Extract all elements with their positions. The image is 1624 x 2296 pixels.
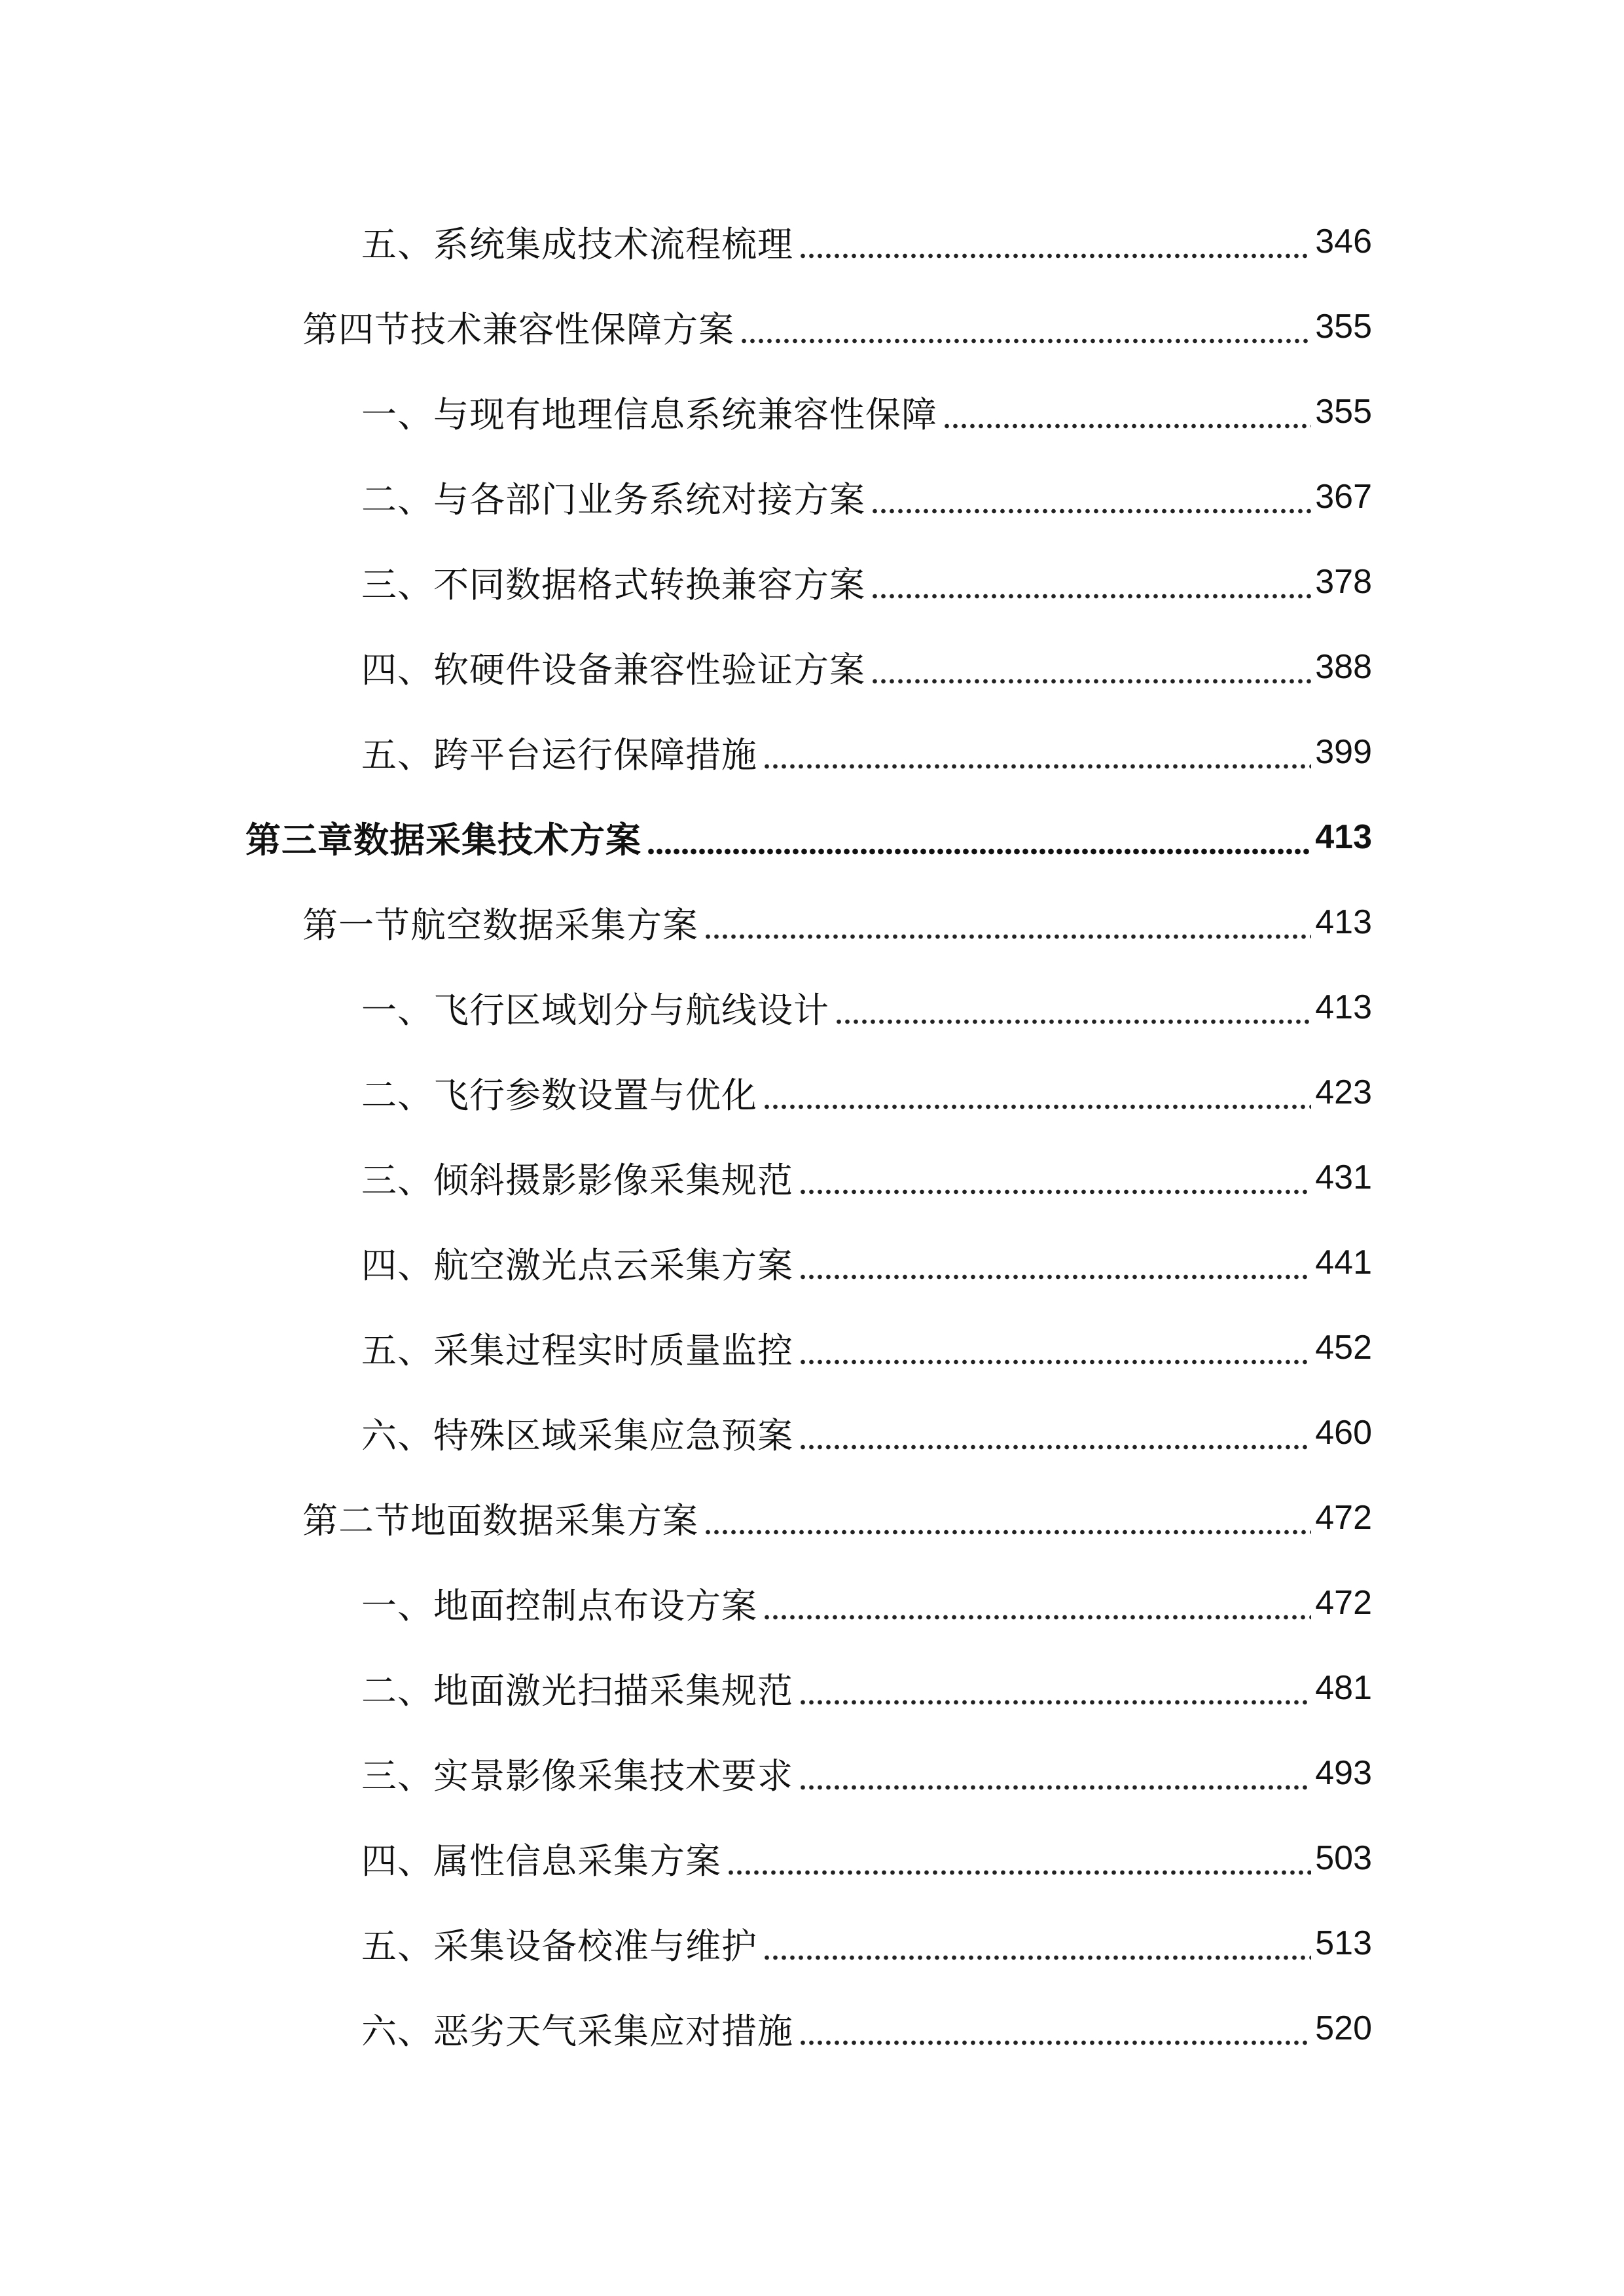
toc-entry-page: 472: [1315, 1499, 1372, 1537]
toc-dot-leader: [704, 904, 1311, 941]
toc-entry-title: 二、飞行参数设置与优化: [361, 1074, 757, 1116]
toc-entry-page: 520: [1315, 2009, 1372, 2047]
toc-dot-leader: [763, 1925, 1311, 1962]
toc-entry-title: 二、地面激光扫描采集规范: [361, 1670, 793, 1712]
toc-entry-title: 第三章数据采集技术方案: [245, 819, 641, 861]
toc-entry-page: 378: [1315, 563, 1372, 601]
toc-entry[interactable]: [361, 382, 1372, 441]
toc-entry-title: 四、属性信息采集方案: [361, 1840, 721, 1882]
toc-entry[interactable]: [302, 893, 1372, 952]
toc-entry-page: 355: [1315, 308, 1372, 346]
toc-dot-leader: [943, 393, 1311, 430]
toc-entry-title: 六、特殊区域采集应急预案: [361, 1414, 793, 1456]
toc-entry[interactable]: [361, 1233, 1372, 1292]
toc-entry-page: 423: [1315, 1073, 1372, 1111]
toc-entry-title: 五、跨平台运行保障措施: [361, 734, 757, 776]
toc-entry[interactable]: [361, 212, 1372, 271]
toc-entry[interactable]: [361, 978, 1372, 1037]
toc-dot-leader: [763, 734, 1311, 770]
toc-entry-page: 472: [1315, 1584, 1372, 1622]
toc-entry[interactable]: [361, 1318, 1372, 1377]
toc-entry-page: 346: [1315, 223, 1372, 260]
toc-entry-page: 481: [1315, 1669, 1372, 1707]
toc-entry-page: 355: [1315, 393, 1372, 431]
toc-entry-page: 413: [1315, 903, 1372, 941]
toc-entry-title: 四、航空激光点云采集方案: [361, 1244, 793, 1286]
toc-entry-page: 441: [1315, 1244, 1372, 1282]
toc-dot-leader: [799, 223, 1311, 260]
toc-entry[interactable]: [361, 1148, 1372, 1207]
toc-entry-title: 三、倾斜摄影影像采集规范: [361, 1159, 793, 1201]
toc-chapter-entry[interactable]: [245, 808, 1372, 867]
toc-dot-leader: [871, 649, 1311, 685]
toc-entry-title: 一、飞行区域划分与航线设计: [361, 989, 829, 1031]
toc-entry[interactable]: [302, 297, 1372, 356]
toc-dot-leader: [727, 1840, 1311, 1876]
toc-entry-page: 413: [1315, 818, 1372, 856]
toc-entry-page: 388: [1315, 648, 1372, 686]
toc-entry[interactable]: [361, 723, 1372, 781]
toc-dot-leader: [871, 564, 1311, 600]
toc-dot-leader: [799, 1755, 1311, 1791]
toc-entry-page: 460: [1315, 1414, 1372, 1452]
toc-entry-title: 第一节航空数据采集方案: [302, 904, 698, 946]
toc-entry-page: 493: [1315, 1754, 1372, 1792]
toc-dot-leader: [799, 1159, 1311, 1196]
toc-dot-leader: [799, 1414, 1311, 1451]
toc-entry-title: 五、系统集成技术流程梳理: [361, 223, 793, 265]
toc-dot-leader: [799, 2010, 1311, 2047]
toc-dot-leader: [763, 1585, 1311, 1621]
toc-dot-leader: [704, 1499, 1311, 1536]
toc-entry[interactable]: [361, 1403, 1372, 1462]
toc-dot-leader: [763, 1074, 1311, 1111]
toc-entry-title: 五、采集过程实时质量监控: [361, 1329, 793, 1371]
toc-entry[interactable]: [361, 637, 1372, 696]
toc-entry-page: 431: [1315, 1158, 1372, 1196]
toc-entry-title: 四、软硬件设备兼容性验证方案: [361, 649, 865, 691]
toc-entry-title: 二、与各部门业务系统对接方案: [361, 478, 865, 520]
toc-entry-title: 三、不同数据格式转换兼容方案: [361, 564, 865, 605]
toc-entry[interactable]: [361, 1573, 1372, 1632]
toc-entry-page: 367: [1315, 478, 1372, 516]
toc-entry[interactable]: [361, 467, 1372, 526]
toc-dot-leader: [799, 1244, 1311, 1281]
toc-dot-leader: [647, 819, 1311, 855]
toc-entry[interactable]: [361, 1744, 1372, 1803]
toc-dot-leader: [740, 308, 1311, 345]
toc-entry-page: 413: [1315, 988, 1372, 1026]
toc-dot-leader: [799, 1329, 1311, 1366]
toc-entry[interactable]: [302, 1488, 1372, 1547]
toc-entry[interactable]: [361, 552, 1372, 611]
toc-entry-page: 452: [1315, 1329, 1372, 1367]
toc-entry-page: 513: [1315, 1924, 1372, 1962]
toc-entry-title: 六、恶劣天气采集应对措施: [361, 2010, 793, 2052]
toc-entry-title: 第二节地面数据采集方案: [302, 1499, 698, 1541]
toc-dot-leader: [871, 478, 1311, 515]
toc-dot-leader: [835, 989, 1311, 1026]
toc-entry-title: 一、与现有地理信息系统兼容性保障: [361, 393, 937, 435]
toc-entry-title: 第四节技术兼容性保障方案: [302, 308, 734, 350]
toc-entry[interactable]: [361, 1063, 1372, 1122]
toc-entry-page: 399: [1315, 733, 1372, 771]
toc-entry[interactable]: [361, 1659, 1372, 1717]
toc-entry-title: 五、采集设备校准与维护: [361, 1925, 757, 1967]
toc-entry-title: 三、实景影像采集技术要求: [361, 1755, 793, 1797]
toc-entry[interactable]: [361, 1829, 1372, 1888]
toc-entry-page: 503: [1315, 1839, 1372, 1877]
toc-entry-title: 一、地面控制点布设方案: [361, 1585, 757, 1626]
toc-entry[interactable]: [361, 1914, 1372, 1973]
toc-dot-leader: [799, 1670, 1311, 1706]
toc-entry[interactable]: [361, 1999, 1372, 2058]
